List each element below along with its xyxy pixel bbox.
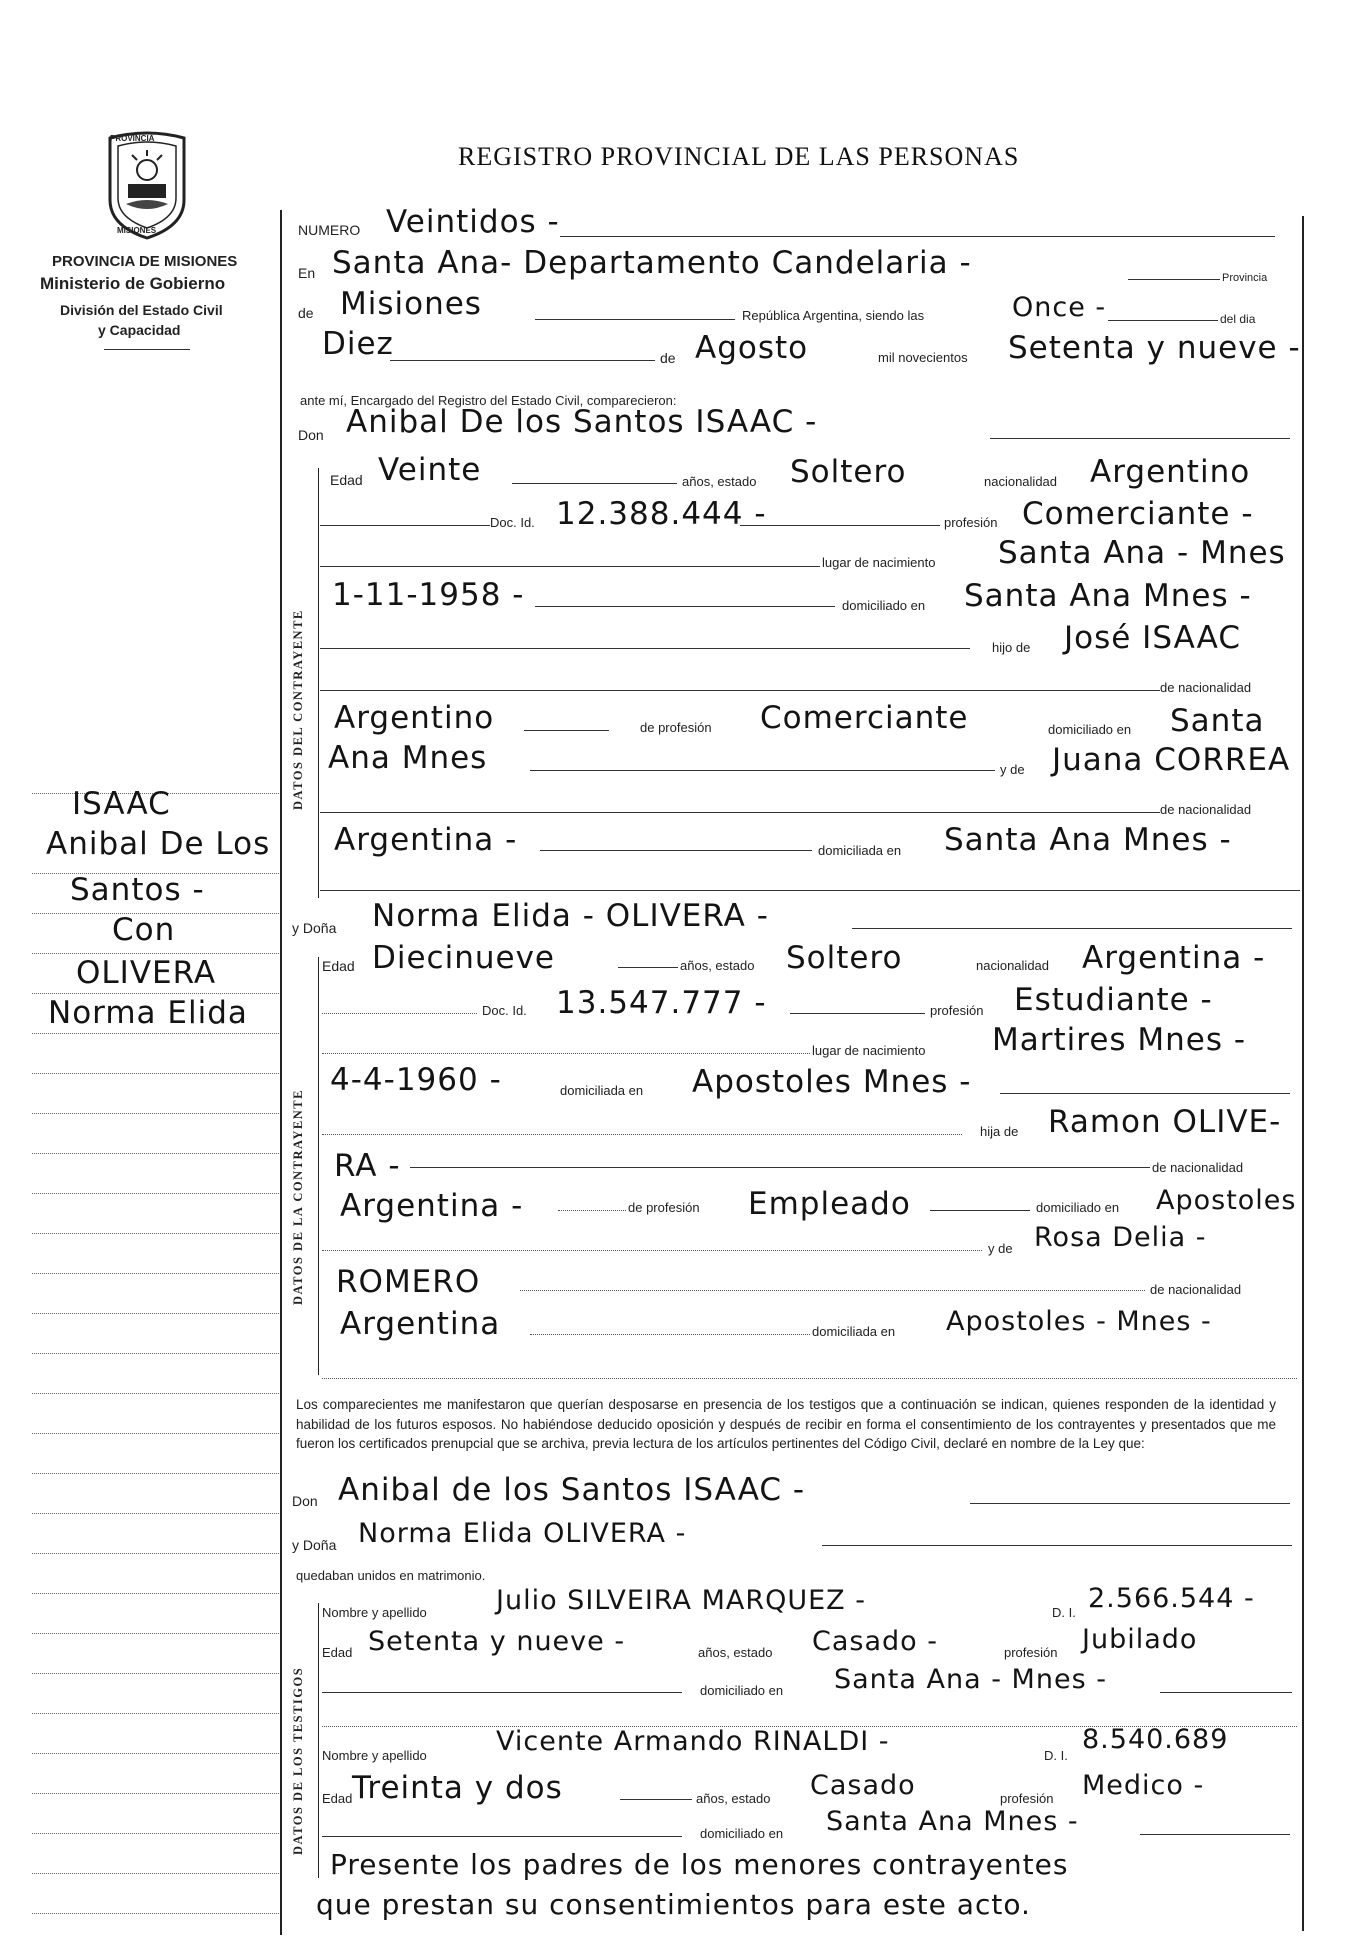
padre-domicilio-value-2: Ana Mnes — [328, 740, 488, 776]
dia-value: Diez — [322, 326, 394, 362]
decl-don-value: Anibal de los Santos ISAAC - — [338, 1472, 806, 1508]
mes-value: Agosto — [695, 330, 809, 366]
contrayenta-lugar-nac-value: Martires Mnes - — [992, 1022, 1247, 1058]
t1-di-value: 2.566.544 - — [1088, 1583, 1255, 1614]
t2-estado-value: Casado — [810, 1770, 916, 1801]
t2-di-label: D. I. — [1044, 1748, 1068, 1763]
de-profesion-label: de profesión — [640, 720, 712, 735]
contrayenta-fecha-nac-value: 4-4-1960 - — [330, 1062, 502, 1098]
contrayenta-padre-nac-value: Argentina - — [340, 1188, 524, 1224]
hora-value: Once - — [1012, 292, 1107, 323]
y-dona-label: y Doña — [292, 920, 337, 936]
en-label: En — [298, 265, 316, 281]
margin-note-line2: Anibal De Los — [46, 826, 271, 862]
fecha-nacimiento-value: 1-11-1958 - — [332, 577, 525, 613]
t2-edad-value: Treinta y dos — [352, 1770, 563, 1806]
edad-label: Edad — [330, 472, 363, 488]
t2-di-value: 8.540.689 — [1082, 1724, 1229, 1755]
margin-note-line3: Santos - — [70, 872, 205, 908]
t1-profesion-value: Jubilado — [1082, 1624, 1198, 1655]
left-frame-line — [280, 210, 282, 1935]
contrayenta-nombre-value: Norma Elida - OLIVERA - — [372, 898, 769, 934]
contrayenta-madre-value-1: Rosa Delia - — [1034, 1222, 1207, 1253]
contrayenta-madre-dom-value: Apostoles - Mnes - — [946, 1306, 1212, 1337]
lugar-nacimiento-value: Santa Ana - Mnes — [998, 535, 1286, 571]
contrayenta-padre-dom-label: domiciliado en — [1036, 1200, 1120, 1215]
padre-domiciliado-label: domiciliado en — [1048, 722, 1132, 737]
contrayenta-padre-value-2: RA - — [334, 1148, 401, 1184]
del-dia-label: del dia — [1220, 312, 1256, 326]
t1-edad-label: Edad — [322, 1645, 353, 1660]
madre-domiciliada-label: domiciliada en — [818, 843, 902, 858]
contrayenta-domicilio-value: Apostoles Mnes - — [692, 1064, 972, 1100]
margin-note-line1: ISAAC — [72, 786, 171, 822]
t2-domiciliado-label: domiciliado en — [700, 1826, 784, 1841]
testigos-bracket — [318, 1603, 319, 1878]
contrayenta-edad-value: Diecinueve — [372, 940, 555, 976]
ministry-name: Ministerio de Gobierno — [40, 274, 226, 293]
t2-profesion-value: Medico - — [1082, 1770, 1205, 1801]
t1-domicilio-value: Santa Ana - Mnes - — [834, 1664, 1107, 1695]
contrayenta-madre-value-2: ROMERO — [336, 1264, 481, 1300]
anos-estado-label: años, estado — [682, 474, 757, 489]
nota-line2: que prestan su consentimientos para este acto. — [316, 1888, 1031, 1921]
divider — [104, 349, 190, 350]
contrayenta-bracket — [318, 957, 319, 1375]
declaration-text: Los comparecientes me manifestaron que querían desposarse en presencia de los testigos que a continuación se indican, quienes responden de la identidad y habilidad de los futuros esposos. No habiéndose deducido oposición y después de recibir en forma el consentimiento de los contrayentes y presentados que me fueron los certificados prenupcial que se archiva, previa lectura de los artículos pertinentes del Código Civil, declaré en nombre de la Ley que: — [296, 1397, 1276, 1451]
madre-nacionalidad-value: Argentina - — [334, 822, 518, 858]
contrayenta-de-nacionalidad-label-2: de nacionalidad — [1150, 1282, 1242, 1297]
division-line1: División del Estado Civil — [60, 302, 223, 318]
de-label: de — [298, 305, 314, 321]
t1-anos-estado-label: años, estado — [698, 1645, 773, 1660]
provincial-seal — [100, 130, 194, 240]
contrayenta-estado-value: Soltero — [786, 940, 903, 976]
seal-top-text: PROVINCIA — [110, 134, 155, 143]
don-value: Anibal De los Santos ISAAC - — [346, 404, 818, 440]
unidos-text: quedaban unidos en matrimonio. — [296, 1568, 486, 1583]
t1-di-label: D. I. — [1052, 1605, 1076, 1620]
t1-nombre-label: Nombre y apellido — [322, 1605, 427, 1620]
contrayenta-padre-value-1: Ramon OLIVE- — [1048, 1104, 1282, 1140]
anio-value: Setenta y nueve - — [1008, 330, 1301, 366]
domiciliado-label: domiciliado en — [842, 598, 926, 613]
decl-dona-label: y Doña — [292, 1537, 337, 1553]
t1-nombre-value: Julio SILVEIRA MARQUEZ - — [496, 1585, 866, 1616]
provincia-label: Provincia — [1222, 272, 1268, 284]
t2-profesion-label: profesión — [1000, 1791, 1054, 1806]
domicilio-value: Santa Ana Mnes - — [964, 578, 1252, 614]
contrayenta-padre-prof-value: Empleado — [748, 1186, 911, 1222]
margin-note-line5: OLIVERA — [76, 955, 217, 991]
contrayenta-y-de-label: y de — [988, 1241, 1013, 1256]
contrayenta-madre-nac-value: Argentina — [340, 1306, 501, 1342]
lugar-value: Santa Ana- Departamento Candelaria - — [332, 245, 972, 281]
padre-profesion-value: Comerciante — [760, 700, 969, 736]
nacionalidad-value: Argentino — [1090, 454, 1251, 490]
profesion-label: profesión — [944, 515, 998, 530]
y-de-label: y de — [1000, 762, 1025, 777]
hijo-de-label: hijo de — [992, 640, 1031, 655]
nota-line1: Presente los padres de los menores contrayentes — [330, 1848, 1069, 1881]
contrayenta-domiciliada-label: domiciliada en — [560, 1083, 644, 1098]
numero-value: Veintidos - — [386, 204, 560, 240]
page-title: REGISTRO PROVINCIAL DE LAS PERSONAS — [458, 142, 1020, 171]
edad-value: Veinte — [378, 452, 482, 488]
contrayenta-madre-dom-label: domiciliada en — [812, 1324, 896, 1339]
t2-domicilio-value: Santa Ana Mnes - — [826, 1806, 1079, 1837]
hija-de-label: hija de — [980, 1124, 1019, 1139]
provincia-value: Misiones — [340, 286, 482, 322]
contrayenta-doc-label: Doc. Id. — [482, 1003, 527, 1018]
estado-value: Soltero — [790, 454, 907, 490]
contrayenta-profesion-label: profesión — [930, 1003, 984, 1018]
t2-nombre-value: Vicente Armando RINALDI - — [496, 1726, 890, 1757]
doc-value: 12.388.444 - — [556, 496, 767, 532]
madre-value: Juana CORREA — [1052, 742, 1291, 778]
section-label-testigos: DATOS DE LOS TESTIGOS — [291, 1666, 305, 1855]
contrayenta-nacionalidad-label: nacionalidad — [976, 958, 1050, 973]
numero-label: NUMERO — [298, 222, 361, 238]
t1-profesion-label: profesión — [1004, 1645, 1058, 1660]
mil-novecientos-label: mil novecientos — [878, 350, 968, 365]
contrayenta-nacionalidad-value: Argentina - — [1082, 940, 1266, 976]
seal-bottom-text: MISIONES — [117, 226, 157, 235]
t2-anos-estado-label: años, estado — [696, 1791, 771, 1806]
profesion-value: Comerciante - — [1022, 496, 1254, 532]
margin-note-line6: Norma Elida — [48, 995, 248, 1031]
section-label-contrayente: DATOS DEL CONTRAYENTE — [291, 609, 305, 810]
contrayente-bracket — [318, 468, 319, 898]
contrayenta-de-nacionalidad-label-1: de nacionalidad — [1152, 1160, 1244, 1175]
padre-nacionalidad-value: Argentino — [334, 700, 495, 736]
t2-edad-label: Edad — [322, 1791, 353, 1806]
section-label-contrayenta: DATOS DE LA CONTRAYENTE — [291, 1089, 305, 1305]
right-frame-line — [1302, 216, 1304, 1931]
t1-estado-value: Casado - — [812, 1626, 938, 1657]
doc-label: Doc. Id. — [490, 515, 535, 530]
ante-mi-label: ante mí, Encargado del Registro del Estado Civil, comparecieron: — [300, 393, 677, 408]
contrayenta-de-profesion-label: de profesión — [628, 1200, 700, 1215]
padre-value: José ISAAC — [1064, 620, 1241, 656]
contrayenta-doc-value: 13.547.777 - — [556, 985, 767, 1021]
contrayenta-lugar-nac-label: lugar de nacimiento — [812, 1043, 926, 1058]
t2-nombre-label: Nombre y apellido — [322, 1748, 427, 1763]
contrayenta-edad-label: Edad — [322, 958, 355, 974]
padre-domicilio-value-1: Santa — [1170, 703, 1265, 739]
decl-don-label: Don — [292, 1493, 318, 1509]
margin-note-line4: Con — [112, 912, 176, 948]
de-mes-label: de — [660, 350, 676, 366]
contrayenta-anos-estado-label: años, estado — [680, 958, 755, 973]
division-line2: y Capacidad — [98, 322, 181, 338]
don-label: Don — [298, 427, 324, 443]
nacionalidad-label: nacionalidad — [984, 474, 1058, 489]
contrayenta-profesion-value: Estudiante - — [1014, 982, 1213, 1018]
de-nacionalidad-label-1: de nacionalidad — [1160, 680, 1252, 695]
t1-edad-value: Setenta y nueve - — [368, 1626, 626, 1657]
decl-dona-value: Norma Elida OLIVERA - — [358, 1518, 687, 1549]
t1-domiciliado-label: domiciliado en — [700, 1683, 784, 1698]
contrayenta-padre-dom-value: Apostoles — [1156, 1185, 1297, 1216]
de-nacionalidad-label-2: de nacionalidad — [1160, 802, 1252, 817]
province-name: PROVINCIA DE MISIONES — [52, 253, 238, 270]
madre-domicilio-value: Santa Ana Mnes - — [944, 822, 1232, 858]
republica-label: República Argentina, siendo las — [742, 308, 925, 323]
lugar-nacimiento-label: lugar de nacimiento — [822, 555, 936, 570]
